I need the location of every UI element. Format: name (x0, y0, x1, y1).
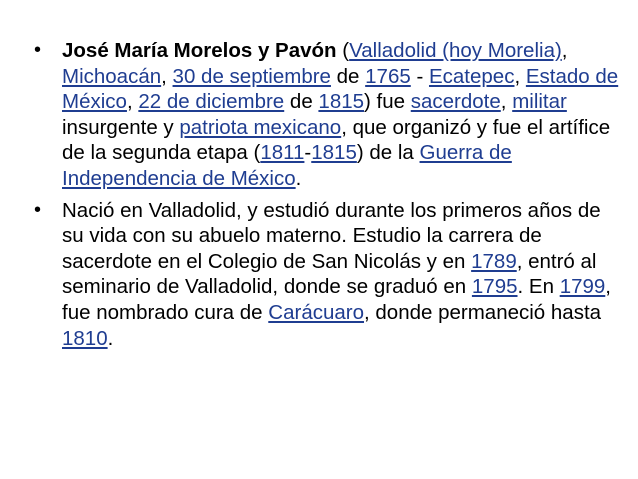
link-guerra-de-independencia[interactable]: Guerra de Independencia de México (62, 141, 512, 190)
bullet-list (34, 38, 624, 357)
bullet-text: Nació en Valladolid, y estudió durante los primeros años de su vida con su abuelo materno. Estudio la carrera de sacerdote en el Colegio de San Nicolás y en 1789, entró al seminario de Valladolid, donde se graduó en 1795. En 1799, fue nombrado cura de Carácuaro, donde permaneció hasta 1810. (62, 198, 611, 350)
bullet-marker: • (34, 39, 42, 61)
link-estado-de-mexico[interactable]: Estado de México (62, 64, 619, 114)
link-1799[interactable]: 1799 (559, 275, 606, 299)
bullet-item (34, 38, 624, 192)
bullet-marker: • (34, 198, 42, 221)
bullet-item (34, 198, 624, 352)
link-1810[interactable]: 1810 (62, 326, 108, 350)
link-ecatepec[interactable]: Ecatepec (428, 64, 515, 88)
link-militar[interactable]: militar (512, 90, 567, 114)
link-1815-b[interactable]: 1815 (311, 141, 357, 165)
bullet-text: José María Morelos y Pavón (Valladolid (hoy Morelia), Michoacán, 30 de septiembre de 1765 - Ecatepec, Estado de México, 22 de diciembre de 1815) fue sacerdote, militar insurgente y patriota mexicano, que organizó y fue el artífice de la segunda etapa (1811-1815) de la Guerra de Independencia de México. (62, 39, 619, 190)
link-patriota-mexicano[interactable]: patriota mexicano (179, 115, 342, 139)
link-michoacan[interactable]: Michoacán (62, 64, 162, 88)
link-caracuaro[interactable]: Carácuaro (268, 300, 364, 324)
link-1811[interactable]: 1811 (260, 141, 305, 165)
link-sacerdote[interactable]: sacerdote (410, 90, 501, 114)
link-1789[interactable]: 1789 (471, 249, 517, 273)
link-1765[interactable]: 1765 (365, 64, 411, 88)
person-name: José María Morelos y Pavón (62, 39, 337, 62)
link-22-de-diciembre[interactable]: 22 de diciembre (138, 90, 285, 114)
link-30-de-septiembre[interactable]: 30 de septiembre (172, 64, 331, 88)
link-valladolid[interactable]: Valladolid (hoy Morelia) (349, 39, 562, 62)
link-1795[interactable]: 1795 (471, 275, 518, 299)
link-1815[interactable]: 1815 (318, 90, 365, 114)
